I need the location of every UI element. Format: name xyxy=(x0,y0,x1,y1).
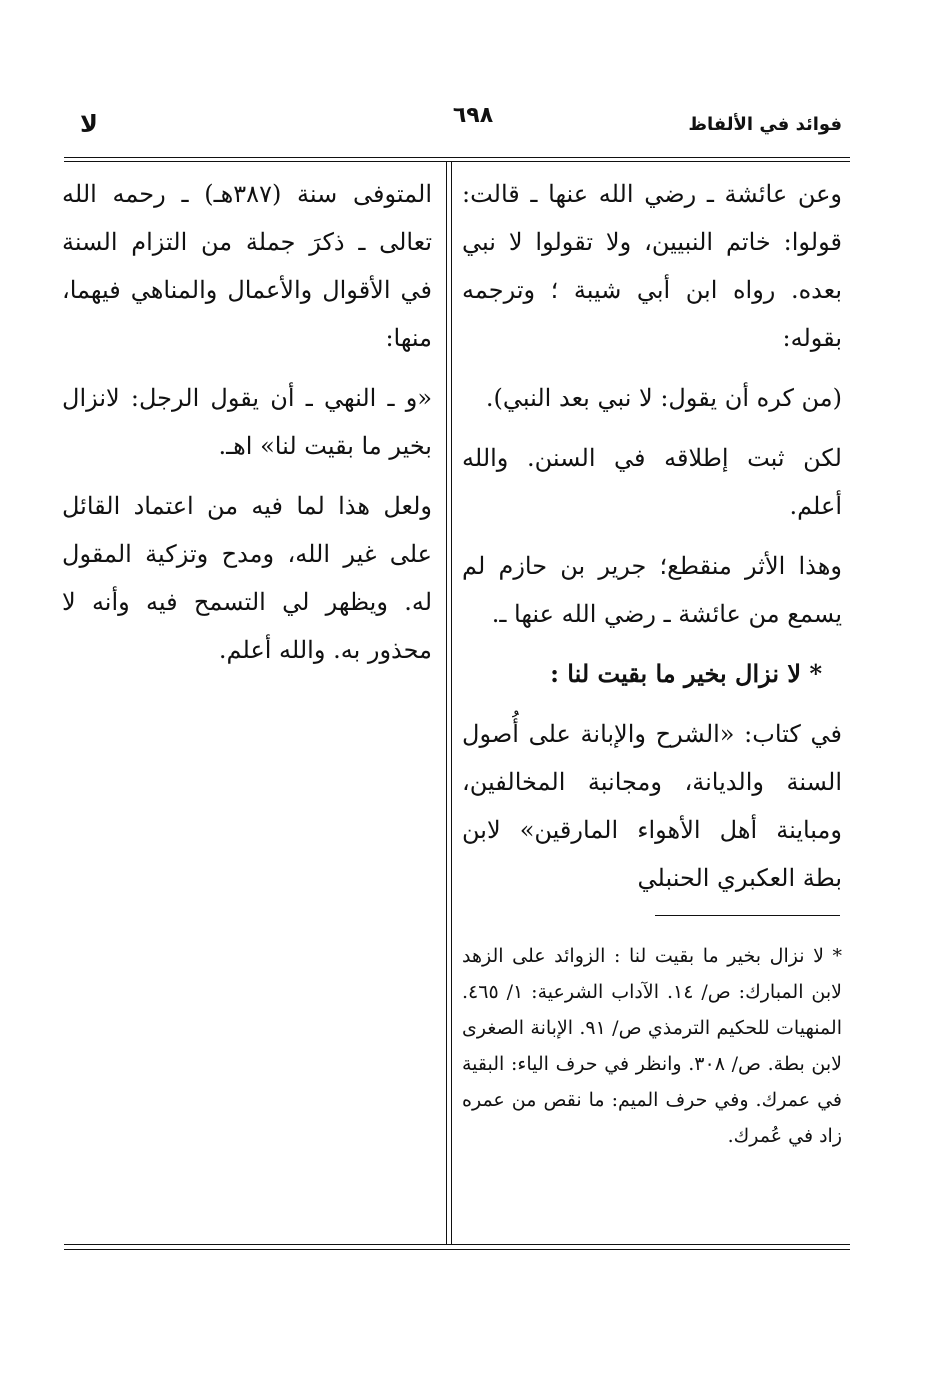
paragraph: ولعل هذا لما فيه من اعتماد القائل على غير الله، ومدح وتزكية المقول له. ويظهر لي التسمح فيه وأنه لا محذور به. والله أعلم. xyxy=(62,492,432,664)
footnote: * لا نزال بخير ما بقيت لنا : الزوائد على الزهد لابن المبارك: ص/ ١٤. الآداب الشرعية: ١/ ٤٦٥. المنهيات للحكيم الترمذي ص/ ٩١. الإبانة الصغرى لابن بطة. ص/ ٣٠٨. وانظر في حرف الياء: البقية في عمرك. وفي حرف الميم: ما نقص من عمره زاد في عُمرك. xyxy=(462,945,843,1147)
column-divider-2 xyxy=(451,162,452,1244)
right-column xyxy=(462,170,842,914)
header-rule-bottom xyxy=(64,161,850,162)
left-column xyxy=(62,170,432,686)
paragraph: المتوفى سنة (٣٨٧هـ) ـ رحمه الله تعالى ـ ذكرَ جملة من التزام السنة في الأقوال والأعمال والمناهي فيهما، منها: xyxy=(62,180,432,352)
paragraph: وعن عائشة ـ رضي الله عنها ـ قالت: قولوا: خاتم النبيين، ولا تقولوا لا نبي بعده. رواه ابن أبي شيبة ؛ وترجمه بقوله: xyxy=(462,180,842,352)
footnote-separator xyxy=(655,915,840,916)
entry-heading: * لا نزال بخير ما بقيت لنا : xyxy=(550,659,822,688)
page-number: ٦٩٨ xyxy=(452,103,494,128)
column-divider-1 xyxy=(446,162,447,1244)
paragraph: «و ـ النهي ـ أن يقول الرجل: لانزال بخير ما بقيت لنا» اهـ. xyxy=(62,384,432,460)
paragraph: في كتاب: «الشرح والإبانة على أُصول السنة والديانة، ومجانبة المخالفين، ومباينة أهل الأهواء المارقين» لابن بطة العكبري الحنبلي xyxy=(462,720,842,892)
running-head-entry: لا xyxy=(80,110,98,138)
running-head-title: فوائد في الألفاظ xyxy=(688,114,842,135)
footer-rule-top xyxy=(64,1244,850,1245)
paragraph: وهذا الأثر منقطع؛ جرير بن حازم لم يسمع من عائشة ـ رضي الله عنها ـ. xyxy=(462,552,842,628)
paragraph: لكن ثبت إطلاقه في السنن. والله أعلم. xyxy=(462,444,842,520)
paragraph: (من كره أن يقول: لا نبي بعد النبي). xyxy=(485,384,842,412)
footer-rule-bottom xyxy=(64,1249,850,1250)
header-rule-top xyxy=(64,157,850,158)
